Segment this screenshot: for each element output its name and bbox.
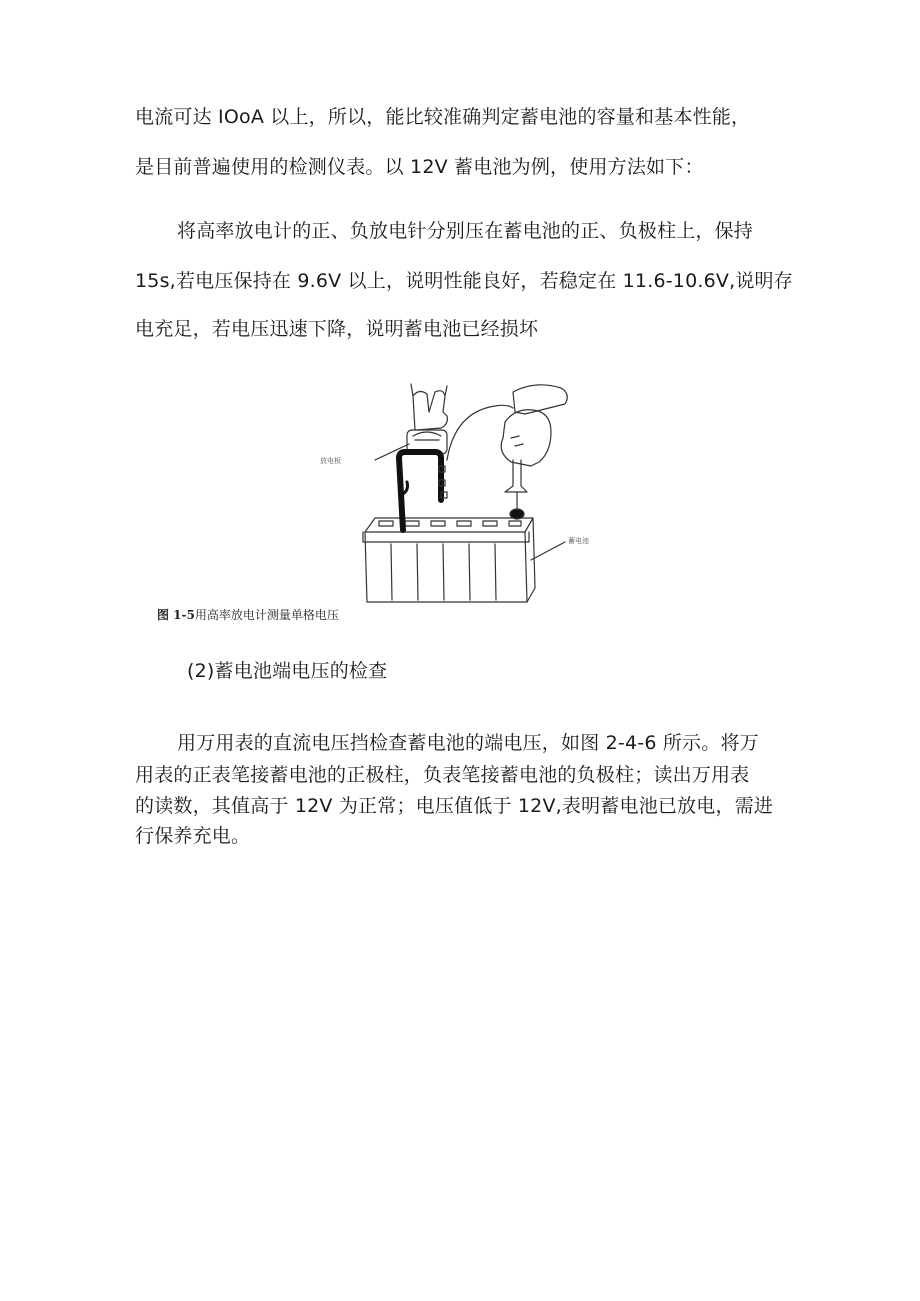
figure-caption [157, 606, 339, 623]
paragraph-3-line-2: 用表的正表笔接蓄电池的正极柱，负表笔接蓄电池的负极柱；读出万用表 [135, 764, 750, 786]
paragraph-3-line-1: 用万用表的直流电压挡检查蓄电池的端电压，如图 2-4-6 所示。将万 [177, 732, 759, 754]
section-heading: (2)蓄电池端电压的检查 [187, 660, 388, 682]
figure-caption-text: 用高率放电计测量单格电压 [194, 608, 339, 622]
paragraph-3-line-4: 行保养充电。 [135, 825, 251, 847]
paragraph-2-line-2: 15s,若电压保持在 9.6V 以上，说明性能良好，若稳定在 11.6-10.6V,说明存 [135, 270, 793, 292]
paragraph-1-line-2: 是目前普遍使用的检测仪表。以 12V 蓄电池为例，使用方法如下： [135, 156, 704, 178]
battery-test-illustration [320, 382, 595, 614]
paragraph-3-line-3: 的读数，其值高于 12V 为正常；电压值低于 12V,表明蓄电池已放电，需进 [135, 795, 774, 817]
figure-number: 图 1-5 [157, 608, 195, 622]
paragraph-1-line-1: 电流可达 IOoA 以上，所以，能比较准确判定蓄电池的容量和基本性能， [135, 106, 751, 128]
label-battery: 蓄电池 [568, 537, 589, 545]
paragraph-2-line-1: 将高率放电计的正、负放电针分别压在蓄电池的正、负极柱上，保持 [177, 220, 754, 242]
battery-tester-drawing [355, 382, 595, 614]
paragraph-2-line-3: 电充足，若电压迅速下降，说明蓄电池已经损坏 [135, 318, 539, 340]
label-discharge-plate: 放电板 [320, 457, 341, 465]
